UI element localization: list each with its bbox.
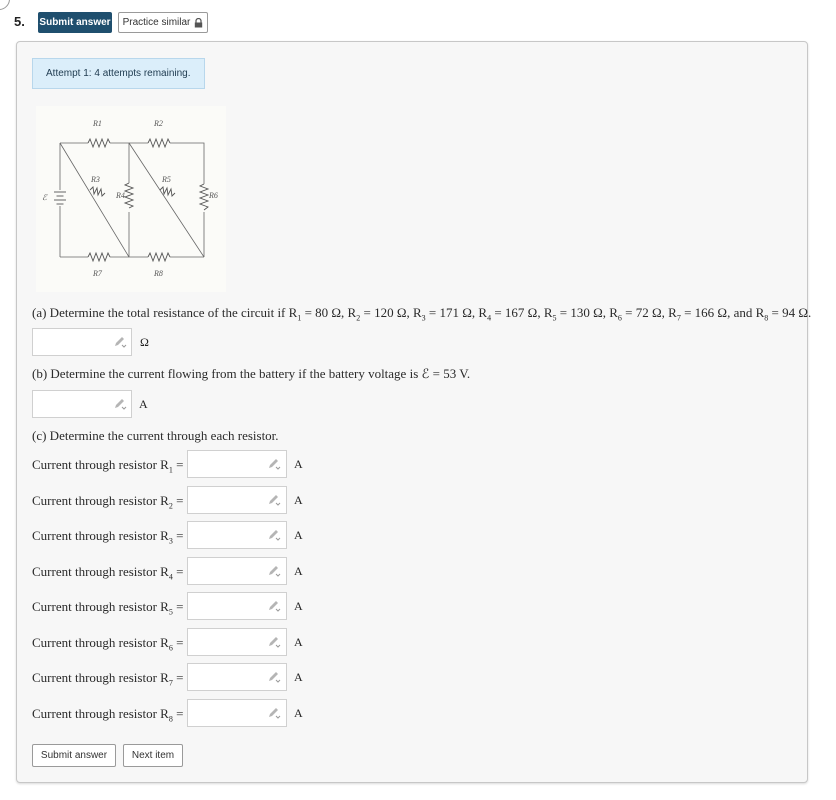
resistor-r2-symbol bbox=[148, 139, 170, 147]
r5-label: R5 bbox=[162, 175, 171, 184]
r1-label: R1 bbox=[93, 119, 102, 128]
emf-label: ℰ bbox=[42, 193, 47, 202]
pencil-icon[interactable] bbox=[113, 398, 127, 410]
resistor-current-unit: A bbox=[294, 670, 303, 684]
resistor-current-label: Current through resistor $R_4$ = bbox=[32, 564, 184, 582]
resistor-r7-symbol bbox=[88, 253, 110, 261]
resistor-current-label: Current through resistor $R_2$ = bbox=[32, 493, 184, 511]
resistor-current-label: Current through resistor $R_8$ = bbox=[32, 706, 184, 724]
resistor-r1-symbol bbox=[88, 139, 110, 147]
resistor-current-unit: A bbox=[294, 706, 303, 720]
submit-answer-button[interactable]: Submit answer bbox=[32, 744, 116, 767]
part-b-question: (b) Determine the current flowing from the battery if the battery voltage is ℰ = 53 V. bbox=[32, 366, 471, 381]
next-item-button[interactable]: Next item bbox=[123, 744, 183, 767]
circuit-diagram bbox=[36, 106, 226, 292]
practice-similar-button[interactable] bbox=[118, 12, 208, 33]
resistor-current-label: Current through resistor $R_7$ = bbox=[32, 670, 184, 688]
r8-label: R8 bbox=[154, 269, 163, 278]
practice-similar-label: Practice similar bbox=[122, 17, 191, 28]
pencil-icon[interactable] bbox=[267, 671, 281, 683]
pencil-icon[interactable] bbox=[267, 600, 281, 612]
r3-label: R3 bbox=[91, 175, 100, 184]
question-number: 5. bbox=[14, 14, 25, 29]
question-status-ring bbox=[0, 0, 10, 10]
submit-answer-button-top[interactable]: Submit answer bbox=[38, 12, 112, 33]
part-a-question: (a) Determine the total resistance of the circuit if $R_1 = 80$ Ω, $R_2 = 120$ Ω, $R_3 = 171$ Ω, $R_4 = 167$ Ω, $R_5 = 130$ Ω, $R_6 = 72$ Ω, $R_7 = 166$ Ω, and $R_8 = 94$ Ω. bbox=[32, 305, 812, 323]
resistor-current-unit: A bbox=[294, 635, 303, 649]
resistor-r6-symbol bbox=[200, 184, 208, 210]
pencil-icon[interactable] bbox=[267, 636, 281, 648]
r4-label: R4 bbox=[116, 191, 125, 200]
part-b-unit: A bbox=[139, 397, 148, 411]
pencil-icon[interactable] bbox=[267, 494, 281, 506]
circuit-svg bbox=[36, 106, 226, 292]
resistor-current-unit: A bbox=[294, 457, 303, 471]
resistor-current-unit: A bbox=[294, 528, 303, 542]
resistor-r4-symbol bbox=[125, 183, 133, 208]
part-a-unit: Ω bbox=[140, 335, 149, 349]
lock-icon bbox=[194, 18, 203, 28]
resistor-r8-symbol bbox=[148, 253, 170, 261]
r2-label: R2 bbox=[154, 119, 163, 128]
pencil-icon[interactable] bbox=[267, 707, 281, 719]
resistor-current-label: Current through resistor $R_1$ = bbox=[32, 457, 184, 475]
pencil-icon[interactable] bbox=[267, 565, 281, 577]
resistor-current-label: Current through resistor $R_3$ = bbox=[32, 528, 184, 546]
resistor-current-label: Current through resistor $R_5$ = bbox=[32, 599, 184, 617]
r7-label: R7 bbox=[93, 269, 102, 278]
resistor-r3-symbol bbox=[90, 187, 105, 196]
resistor-current-unit: A bbox=[294, 493, 303, 507]
resistor-current-label: Current through resistor $R_6$ = bbox=[32, 635, 184, 653]
resistor-current-unit: A bbox=[294, 564, 303, 578]
pencil-icon[interactable] bbox=[267, 458, 281, 470]
part-c-question: (c) Determine the current through each resistor. bbox=[32, 428, 279, 443]
resistor-current-unit: A bbox=[294, 599, 303, 613]
attempt-banner: Attempt 1: 4 attempts remaining. bbox=[32, 58, 205, 89]
resistor-r5-symbol bbox=[160, 187, 175, 196]
pencil-icon[interactable] bbox=[113, 336, 127, 348]
pencil-icon[interactable] bbox=[267, 529, 281, 541]
r6-label: R6 bbox=[209, 191, 218, 200]
